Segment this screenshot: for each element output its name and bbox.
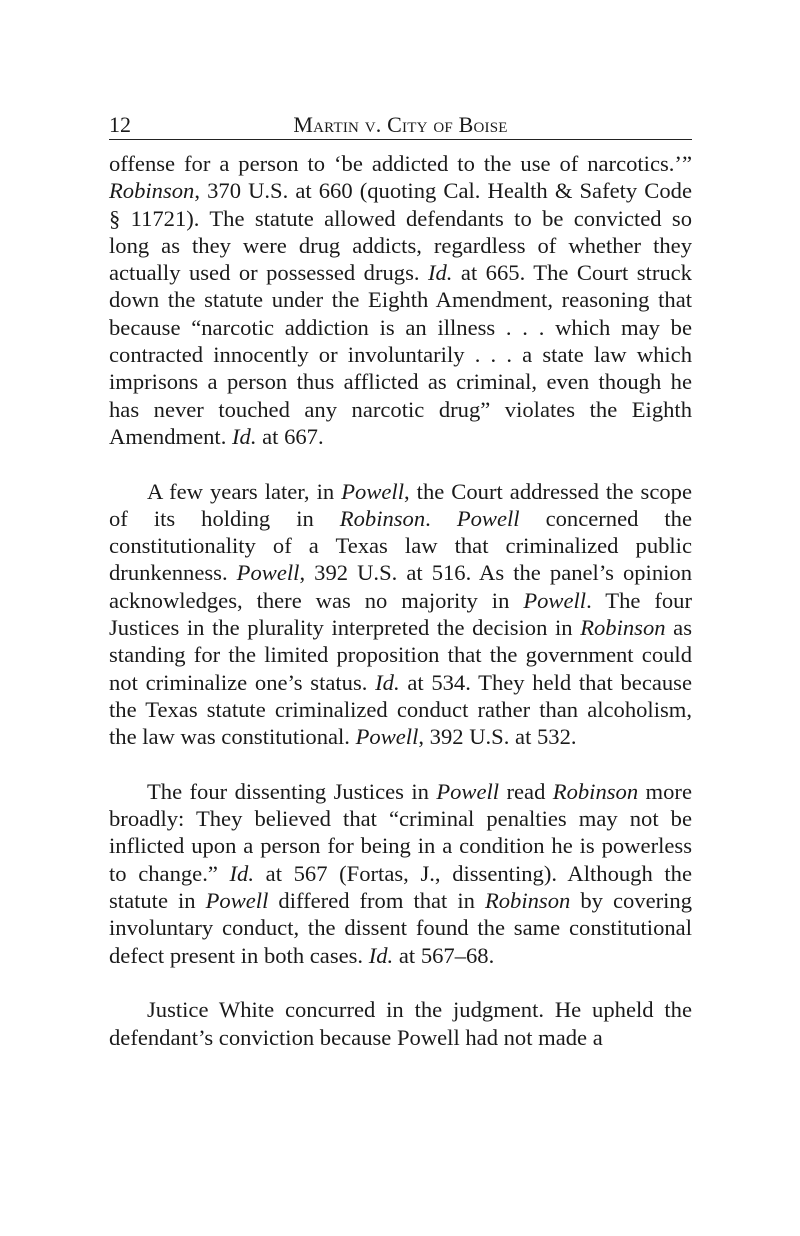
running-header	[109, 111, 692, 140]
case-citation: Powell	[236, 560, 300, 586]
text-run: more broadly: They believed that “criminal penalties may not be inflicted upon a person for being in a condition he is powerless to change.”	[109, 778, 692, 886]
text-run: at 665. The Court struck down the statute under the Eighth Amendment, reasoning that because “narcotic addiction is an illness . . . which may be contracted innocently or involuntarily . . . a state law which imprisons a person thus afflicted as criminal, even though he has never touched any narcotic drug” violates the Eighth Amendment.	[109, 260, 692, 449]
paragraph-1	[109, 150, 692, 450]
document-page	[109, 111, 692, 1051]
id-citation: Id.	[232, 423, 257, 449]
text-run: A few years later, in	[147, 478, 342, 504]
text-run: at 667.	[256, 423, 324, 449]
text-run: . The four Justices in the plurality interpreted the decision in	[109, 587, 692, 641]
paragraph-4	[109, 996, 692, 1051]
text-run: , 392 U.S. at 516. As the panel’s opinion acknowledges, there was no majority in	[109, 560, 692, 613]
id-citation: Id.	[375, 669, 400, 695]
text-run: .	[425, 505, 457, 531]
text-run: at 567–68.	[393, 942, 495, 968]
case-citation: Powell	[523, 587, 587, 613]
id-citation: Id.	[229, 860, 255, 886]
text-run: read	[499, 778, 553, 804]
text-run: concerned the constitutionality of a Texas law that criminalized public drunkenness.	[109, 505, 693, 586]
text-run: at 534. They held that because the Texas statute criminalized conduct rather than alcoholism, the law was constitutional.	[109, 669, 692, 750]
text-run: , 392 U.S. at 532.	[418, 724, 577, 750]
text-run: at 567 (Fortas, J., dissenting). Although the statute in	[109, 860, 693, 914]
case-citation: Robinson	[109, 178, 195, 204]
case-citation: Powell	[341, 478, 404, 504]
paragraph-2	[109, 478, 692, 751]
text-run: offense for a person to ‘be addicted to the use of narcotics.’”	[109, 151, 692, 176]
case-citation: Robinson	[580, 615, 666, 641]
text-run: The four dissenting Justices in	[147, 778, 437, 804]
case-citation: Powell	[205, 888, 269, 914]
case-citation: Robinson	[339, 505, 426, 531]
text-run: by covering involuntary conduct, the dissent found the same constitutional defect present in both cases.	[109, 888, 692, 968]
text-run: Justice White concurred in the judgment. He upheld the defendant’s conviction because Powell had not made a	[109, 997, 692, 1050]
body-text	[109, 150, 692, 1051]
case-citation: Powell	[436, 778, 500, 804]
text-run: , 370 U.S. at 660 (quoting Cal. Health & Safety Code § 11721). The statute allowed defendants to be convicted so long as they were drug addicts, regardless of whether they actually used or possessed drugs.	[109, 178, 692, 286]
text-run: , the Court addressed the scope of its holding in	[109, 478, 692, 531]
case-title: Martin v. City of Boise	[293, 112, 508, 137]
case-citation: Robinson	[484, 888, 571, 914]
id-citation: Id.	[368, 942, 394, 968]
case-citation: Powell	[355, 724, 419, 750]
text-run: as standing for the limited proposition that the government could not criminalize one’s status.	[109, 615, 692, 695]
paragraph-3	[109, 778, 692, 969]
case-citation: Powell	[456, 505, 520, 531]
text-run: differed from that in	[268, 888, 485, 914]
case-citation: Robinson	[552, 778, 639, 804]
id-citation: Id.	[427, 260, 453, 286]
page-number: 12	[109, 112, 131, 137]
